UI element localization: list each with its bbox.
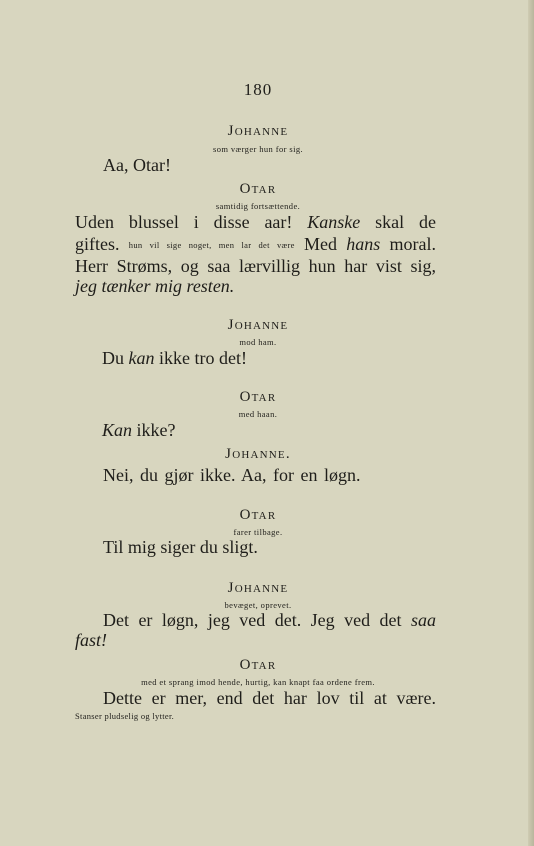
speaker-otar-2: Otar	[239, 389, 277, 405]
dialogue-line-11	[75, 630, 107, 651]
stage-direction-1: som værger hun for sig.	[212, 144, 304, 154]
page-number: 180	[243, 80, 273, 99]
dialogue-italic: hans	[346, 234, 381, 254]
stage-direction-7: med et sprang imod hende, hurtig, kan knapt faa ordene frem.	[141, 677, 375, 687]
dialogue-text: skal de	[375, 212, 437, 232]
dialogue-line-2	[75, 212, 436, 233]
dialogue-text: giftes.	[75, 234, 120, 254]
dialogue-text: Med	[303, 234, 337, 254]
page-edge	[528, 0, 534, 846]
speaker-otar-3: Otar	[239, 507, 277, 523]
dialogue-text: Du	[102, 348, 124, 368]
dialogue-line-8: Nei, du gjør ikke. Aa, for en løgn.	[103, 465, 361, 485]
dialogue-italic: jeg tænker mig resten.	[75, 276, 235, 296]
dialogue-italic: saa	[410, 610, 436, 630]
speaker-johanne-3: Johanne.	[225, 446, 291, 462]
dialogue-italic: fast!	[75, 630, 108, 650]
inline-stage-direction: hun vil sige noget, men lar det være	[128, 240, 295, 250]
dialogue-line-7	[102, 420, 176, 441]
speaker-johanne-1: Johanne	[227, 123, 289, 139]
dialogue-line-3	[75, 234, 436, 255]
dialogue-text: Uden blussel i disse aar!	[75, 212, 293, 232]
stage-direction-3: mod ham.	[239, 337, 277, 347]
dialogue-text: ikke tro det!	[159, 348, 247, 368]
dialogue-text: ikke?	[136, 420, 176, 440]
dialogue-line-9: Til mig siger du sligt.	[103, 537, 258, 557]
dialogue-text: Det er løgn, jeg ved det. Jeg ved det	[103, 610, 402, 630]
speaker-otar-4: Otar	[239, 657, 277, 673]
dialogue-line-12: Dette er mer, end det har lov til at være.	[103, 688, 436, 708]
speaker-johanne-2: Johanne	[227, 317, 289, 333]
dialogue-line-1: Aa, Otar!	[103, 155, 171, 175]
stage-direction-5: farer tilbage.	[233, 527, 283, 537]
speaker-johanne-4: Johanne	[227, 580, 289, 596]
dialogue-line-10	[103, 610, 436, 631]
dialogue-italic: Kan	[102, 420, 133, 440]
stage-direction-4: med haan.	[238, 409, 278, 419]
stage-direction-8: Stanser pludselig og lytter.	[75, 711, 175, 721]
dialogue-line-5	[75, 276, 234, 297]
dialogue-line-4: Herr Strøms, og saa lærvillig hun har vist sig,	[75, 256, 436, 276]
speaker-otar-1: Otar	[239, 181, 277, 197]
dialogue-text: moral.	[389, 234, 437, 254]
dialogue-italic: kan	[128, 348, 155, 368]
dialogue-italic: Kanske	[307, 212, 361, 232]
dialogue-line-6	[102, 348, 247, 369]
stage-direction-2: samtidig fortsættende.	[215, 201, 301, 211]
stage-direction-6: bevæget, oprevet.	[224, 600, 292, 610]
